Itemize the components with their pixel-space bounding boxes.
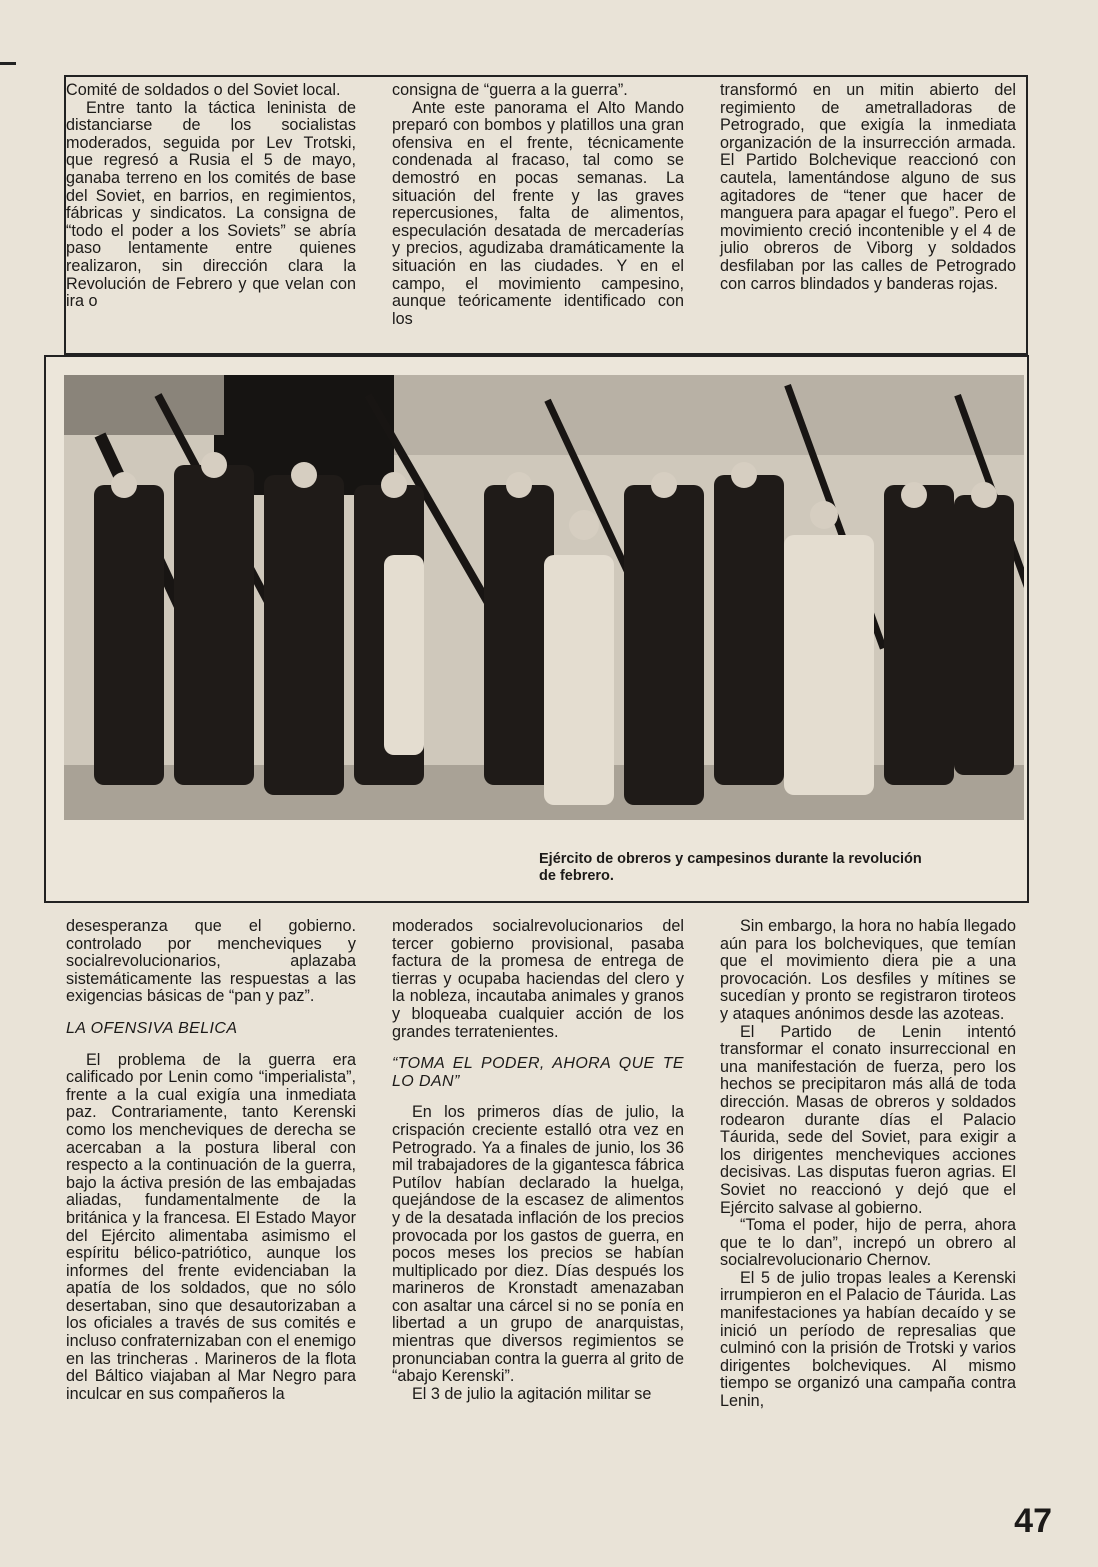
bottom-column-2 bbox=[392, 918, 684, 1403]
section-heading: LA OFENSIVA BELICA bbox=[66, 1019, 238, 1037]
paragraph: moderados socialrevolucionarios del tercer gobierno provisional, pasaba factura de la promesa de entrega de tierras y ocupaba haciendas del clero y la nobleza, incautaba animales y granos y bloqueaba cualquier acción de los grandes terratenientes. bbox=[392, 917, 684, 1041]
top-column-3 bbox=[720, 82, 1016, 293]
top-column-2 bbox=[392, 82, 684, 328]
paragraph: Comité de soldados o del Soviet local. bbox=[66, 81, 341, 99]
caption-line-2: de febrero. bbox=[539, 868, 614, 884]
paragraph: “Toma el poder, hijo de perra, ahora que te lo dan”, increpó un obrero al socialrevolucionario Chernov. bbox=[720, 1216, 1016, 1270]
historical-photo bbox=[64, 375, 1024, 820]
bottom-column-3 bbox=[720, 918, 1016, 1411]
paragraph: El 3 de julio la agitación militar se bbox=[412, 1384, 652, 1403]
top-column-1 bbox=[66, 82, 356, 311]
photo-frame bbox=[44, 355, 1029, 903]
paragraph: desesperanza que el gobierno. controlado por mencheviques y socialrevolucionarios, aplazaba sistemáticamente las respuestas a las exigencias básicas de “pan y paz”. bbox=[66, 917, 356, 1006]
page-number: 47 bbox=[1014, 1502, 1052, 1540]
paragraph: El Partido de Lenin intentó transformar el conato insurreccional en una manifestación de fuerza, pero los hechos se precipitaron más allá de toda dirección. Masas de obreros y soldados rodearon durante días el Palacio Táurida, sede del Soviet, para exigir a los dirigentes mencheviques acciones decisivas. Las disputas fueron agrias. El Soviet no reaccionó y dejó que el Ejército salvase al gobierno. bbox=[720, 1022, 1016, 1217]
caption-line-1: Ejército de obreros y campesinos durante la revolución bbox=[539, 851, 922, 867]
paragraph: El 5 de julio tropas leales a Kerenski irrumpieron en el Palacio de Táurida. Las manifestaciones ya habían decaído y se inició un período de represalias que culminó con la prisión de Trotski y varios dirigentes bolcheviques. Al mismo tiempo se organizó una campaña contra Lenin, bbox=[720, 1268, 1016, 1411]
paragraph: El problema de la guerra era calificado por Lenin como “imperialista”, frente a la cual exigía una inmediata paz. Contrariamente, tanto Kerenski como los mencheviques de derecha se acercaban a la postura liberal con respecto a la continuación de la guerra, bajo la áctiva presión de las embajadas aliadas, fundamentalmente de la británica y la francesa. El Estado Mayor del Ejército alimentaba asimismo el espíritu bélico-patriótico, aunque los informes del frente evidenciaban la apatía de los soldados, que no sólo desertaban, sino que desautorizaban a los oficiales a través de sus comités e incluso confraternizaban con el enemigo en las trincheras . Marineros de la flota del Báltico viajaban al Mar Negro para inculcar en sus compañeros la bbox=[66, 1050, 356, 1403]
bottom-column-1 bbox=[66, 918, 356, 1403]
paragraph: consigna de “guerra a la guerra”. bbox=[392, 81, 628, 99]
photo-caption bbox=[539, 851, 1009, 885]
paragraph: Ante este panorama el Alto Mando preparó con bombos y platillos una gran ofensiva en el frente, técnicamente condenada al fracaso, tal como se demostró en pocas semanas. La situación del frente y las graves repercusiones, falta de alimentos, especulación desatada de mercaderías y precios, agudizaba dramáticamente la situación en las ciudades. Y en el campo, el movimiento campesino, aunque teóricamente identificado con los bbox=[392, 98, 684, 328]
paragraph: Sin embargo, la hora no había llegado aún para los bolcheviques, que temían que el movimiento diera pie a una provocación. Los desfiles y mítines se sucedían y pronto se registraron tiroteos y ataques anónimos desde las azoteas. bbox=[720, 917, 1016, 1023]
edge-mark bbox=[0, 62, 16, 65]
paragraph: Entre tanto la táctica leninista de distanciarse de los socialistas moderados, seguida por Lev Trotski, que regresó a Rusia el 5 de mayo, ganaba terreno en los comités de base del Soviet, en barrios, en regimientos, fábricas y sindicatos. La consigna de “todo el poder a los Soviets” se abría paso lentamente entre quienes realizaron, sin dirección clara la Revolución de Febrero y que velan con ira o bbox=[66, 98, 356, 311]
section-heading: “TOMA EL PODER, AHORA QUE TE LO DAN” bbox=[392, 1055, 684, 1090]
paragraph: transformó en un mitin abierto del regimiento de ametralladoras de Petrogrado, que exigía la inmediata organización de la insurrección armada. El Partido Bolchevique reaccionó con cautela, lamentándose alguno de sus agitadores de “tener que hacer de manguera para apagar el fuego”. Pero el movimiento creció incontenible y el 4 de julio obreros de Viborg y soldados desfilaban por las calles de Petrogrado con carros blindados y banderas rojas. bbox=[720, 81, 1016, 293]
paragraph: En los primeros días de julio, la crispación creciente estalló otra vez en Petrogrado. Ya a finales de junio, los 36 mil trabajadores de la gigantesca fábrica Putílov habían declarado la huelga, quejándose de la escasez de alimentos y de la desatada inflación de los precios provocada por los gastos de guerra, en pocos meses los precios se habían multiplicado por diez. Días después los marineros de Kronstadt amenazaban con asaltar una cárcel si no se ponía en libertad a un grupo de anarquistas, mientras que diversos regimientos se pronunciaban contra la guerra al grito de “abajo Kerenski”. bbox=[392, 1103, 684, 1386]
